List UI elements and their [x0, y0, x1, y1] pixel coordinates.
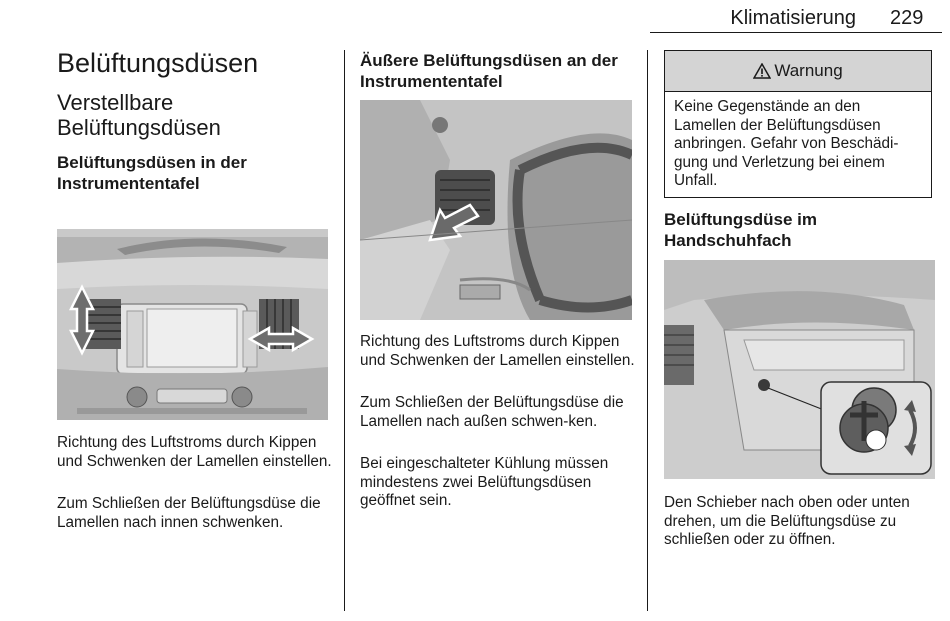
paragraph-cooling-note: Bei eingeschalteter Kühlung müssen mindestens zwei Belüftungsdüsen geöffnet sein.	[360, 455, 609, 509]
illustration-outer-vent	[360, 100, 632, 320]
illustration-center-vents	[57, 229, 328, 420]
paragraph-adjust-direction-outer: Richtung des Luftstroms durch Kippen und Schwenken der Lamellen einstellen.	[360, 333, 635, 369]
topic-heading-instrument-panel: Belüftungsdüsen in der Instrumententafel	[57, 153, 247, 193]
running-header-title: Klimatisierung	[730, 7, 856, 29]
paragraph-close-inward: Zum Schließen der Belüftungsdüse die Lamellen nach innen schwenken.	[57, 495, 321, 531]
illustration-glovebox-vent	[664, 260, 935, 479]
warning-triangle-icon	[753, 63, 771, 79]
warning-title: Warnung	[774, 61, 843, 80]
topic-heading-glovebox-vent: Belüftungsdüse im Handschuhfach	[664, 210, 818, 250]
warning-header	[665, 51, 931, 92]
header-rule	[650, 32, 942, 33]
paragraph-glovebox-slider: Den Schieber nach oben oder unten drehen, um die Belüftungsdüse zu schließen oder zu öffnen.	[664, 494, 910, 548]
column-divider-right	[647, 50, 648, 611]
section-heading: Belüftungsdüsen	[57, 48, 259, 78]
warning-box	[664, 50, 932, 198]
subsection-heading: Verstellbare Belüftungsdüsen	[57, 90, 221, 140]
paragraph-adjust-direction: Richtung des Luftstroms durch Kippen und Schwenken der Lamellen einstellen.	[57, 434, 332, 470]
topic-heading-outer-vents: Äußere Belüftungsdüsen an der Instrumententafel	[360, 51, 618, 91]
paragraph-close-outward: Zum Schließen der Belüftungsdüse die Lamellen nach außen schwen-ken.	[360, 394, 624, 430]
warning-text: Keine Gegenstände an den Lamellen der Belüftungsdüsen anbringen. Gefahr von Beschädi-gung und Verletzung bei einem Unfall.	[674, 98, 899, 189]
page-number: 229	[890, 7, 924, 29]
column-divider-left	[344, 50, 345, 611]
